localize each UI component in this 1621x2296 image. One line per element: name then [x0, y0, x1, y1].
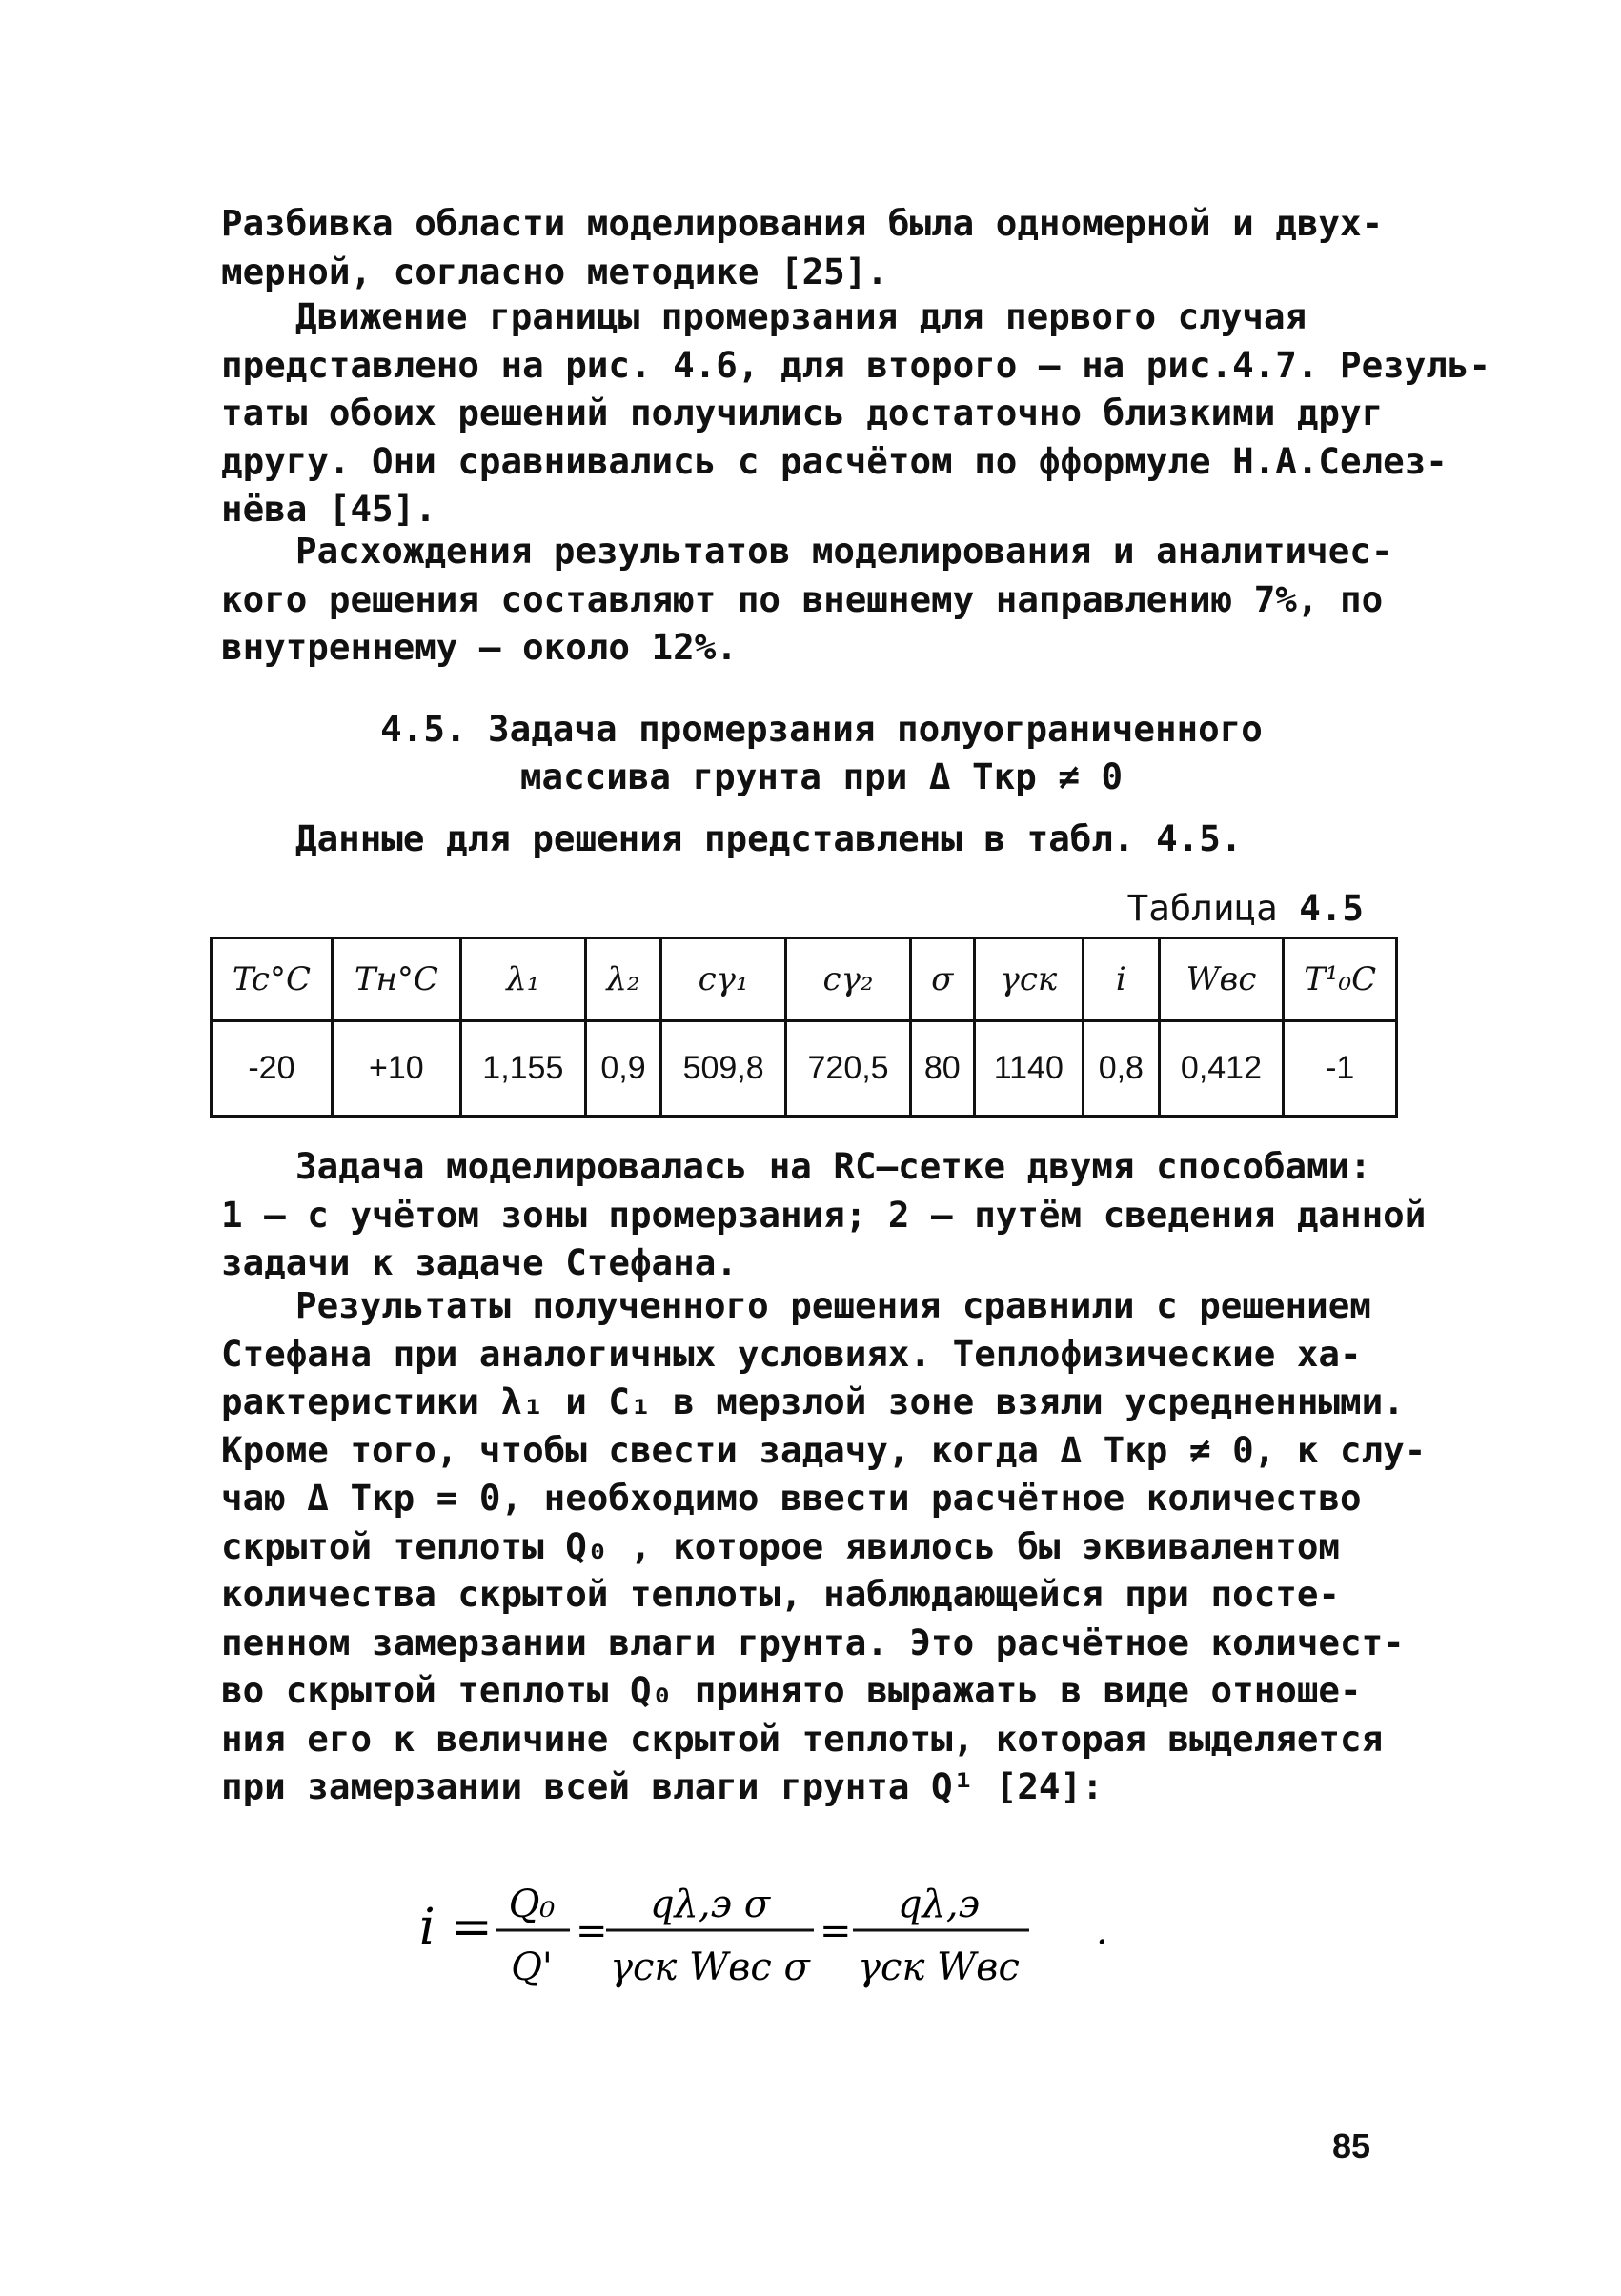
paragraph-mesh: [221, 199, 1422, 295]
text-line: внутреннему – около 12%.: [221, 626, 738, 668]
fraction-1-denominator: Q': [511, 1945, 553, 1989]
header-cell: σ: [911, 938, 975, 1021]
text-line: количества скрытой теплоты, наблюдающейся при посте-: [221, 1573, 1340, 1615]
header-cell: cγ₁: [661, 938, 786, 1021]
text-line: Разбивка области моделирования была одномерной и двух-: [221, 202, 1384, 244]
text-line: ния его к величине скрытой теплоты, которая выделяется: [221, 1717, 1384, 1760]
text-line: Кроме того, чтобы свести задачу, когда Δ Tкр ≠ 0, к слу-: [221, 1428, 1427, 1471]
fraction-2-numerator: qλ,э σ: [649, 1883, 771, 1926]
text-line: кого решения составляют по внешнему направлению 7%, по: [221, 577, 1384, 620]
value-cell: 0,8: [1084, 1021, 1159, 1117]
text-line: Результаты полученного решения сравнили с решением: [295, 1284, 1371, 1326]
fraction-3-denominator: γск Wвс: [858, 1945, 1020, 1989]
paragraph-rc-grid: [221, 1142, 1427, 1287]
caption-word: Таблица: [1126, 887, 1278, 929]
header-cell: T¹₀C: [1284, 938, 1397, 1021]
header-cell: Wвс: [1159, 938, 1284, 1021]
header-cell: cγ₂: [786, 938, 911, 1021]
table-caption: [1127, 887, 1364, 929]
header-cell: i: [1084, 938, 1159, 1021]
fraction-2-denominator: γск Wвс σ: [610, 1945, 810, 1989]
text-line: во скрытой теплоты Q₀ принято выражать в виде отноше-: [221, 1669, 1362, 1711]
header-cell: Tн°C: [332, 938, 460, 1021]
table-row: [212, 1021, 1397, 1117]
value-cell: 1140: [974, 1021, 1084, 1117]
paragraph-results: [221, 1281, 1427, 1811]
equals-sign-2: =: [820, 1909, 852, 1953]
text-line: чаю Δ Tкр = 0, необходимо ввести расчётное количество: [221, 1477, 1362, 1519]
heading-line-2: массива грунта при Δ Tкр ≠ 0: [519, 755, 1124, 797]
caption-number: 4.5: [1299, 887, 1364, 929]
fraction-1-numerator: Q₀: [508, 1883, 556, 1926]
value-cell: -1: [1284, 1021, 1397, 1117]
text-line: 1 – с учётом зоны промерзания; 2 – путём сведения данной: [221, 1193, 1427, 1236]
page-number: 85: [1332, 2126, 1371, 2165]
table-header-row: [212, 938, 1397, 1021]
text-line: рактеристики λ₁ и С₁ в мерзлой зоне взяли усредненными.: [221, 1380, 1405, 1422]
formula-lhs: i =: [419, 1899, 493, 1956]
header-cell: Tc°C: [212, 938, 333, 1021]
text-line: таты обоих решений получились достаточно близкими друг: [221, 392, 1384, 433]
text-line: мерной, согласно методике [25].: [221, 250, 888, 292]
paragraph-discrepancy: [221, 527, 1422, 672]
text-line: Движение границы промерзания для первого случая: [295, 295, 1307, 337]
text-line: представлено на рис. 4.6, для второго – на рис.4.7. Резуль-: [221, 343, 1491, 386]
text-line: другу. Они сравнивались с расчётом по фформуле Н.А.Селез-: [221, 439, 1448, 482]
header-cell: λ₂: [585, 938, 660, 1021]
value-cell: 1,155: [460, 1021, 585, 1117]
text-line: скрытой теплоты Q₀ , которое явилось бы эквивалентом: [221, 1524, 1340, 1567]
equals-sign-1: =: [576, 1909, 608, 1953]
value-cell: -20: [212, 1021, 333, 1117]
value-cell: +10: [332, 1021, 460, 1117]
fraction-3-numerator: qλ,э: [897, 1883, 981, 1926]
text-line: Расхождения результатов моделирования и аналитичес-: [295, 530, 1393, 572]
text-line: пенном замерзании влаги грунта. Это расчётное количест-: [221, 1621, 1405, 1663]
text-line: при замерзании всей влаги грунта Q¹ [24]:: [221, 1765, 1104, 1807]
header-cell: λ₁: [460, 938, 585, 1021]
formula-end-dot: .: [1096, 1909, 1108, 1953]
data-table: [210, 937, 1398, 1118]
value-cell: 720,5: [786, 1021, 911, 1117]
formula: [419, 1848, 1144, 2010]
text-line: нёва [45].: [221, 488, 436, 530]
header-cell: γск: [974, 938, 1084, 1021]
text-line: задачи к задаче Стефана.: [221, 1241, 738, 1283]
value-cell: 80: [911, 1021, 975, 1117]
text-line: Стефана при аналогичных условиях. Теплофизические ха-: [221, 1332, 1362, 1375]
paragraph-freezing-boundary: [221, 292, 1491, 534]
table-intro: Данные для решения представлены в табл. 4.5.: [295, 817, 1243, 859]
value-cell: 0,9: [585, 1021, 660, 1117]
section-heading: [221, 705, 1422, 800]
value-cell: 509,8: [661, 1021, 786, 1117]
heading-line-1: 4.5. Задача промерзания полуограниченного: [380, 708, 1263, 750]
value-cell: 0,412: [1159, 1021, 1284, 1117]
text-line: Задача моделировалась на RC–сетке двумя способами:: [295, 1145, 1371, 1187]
